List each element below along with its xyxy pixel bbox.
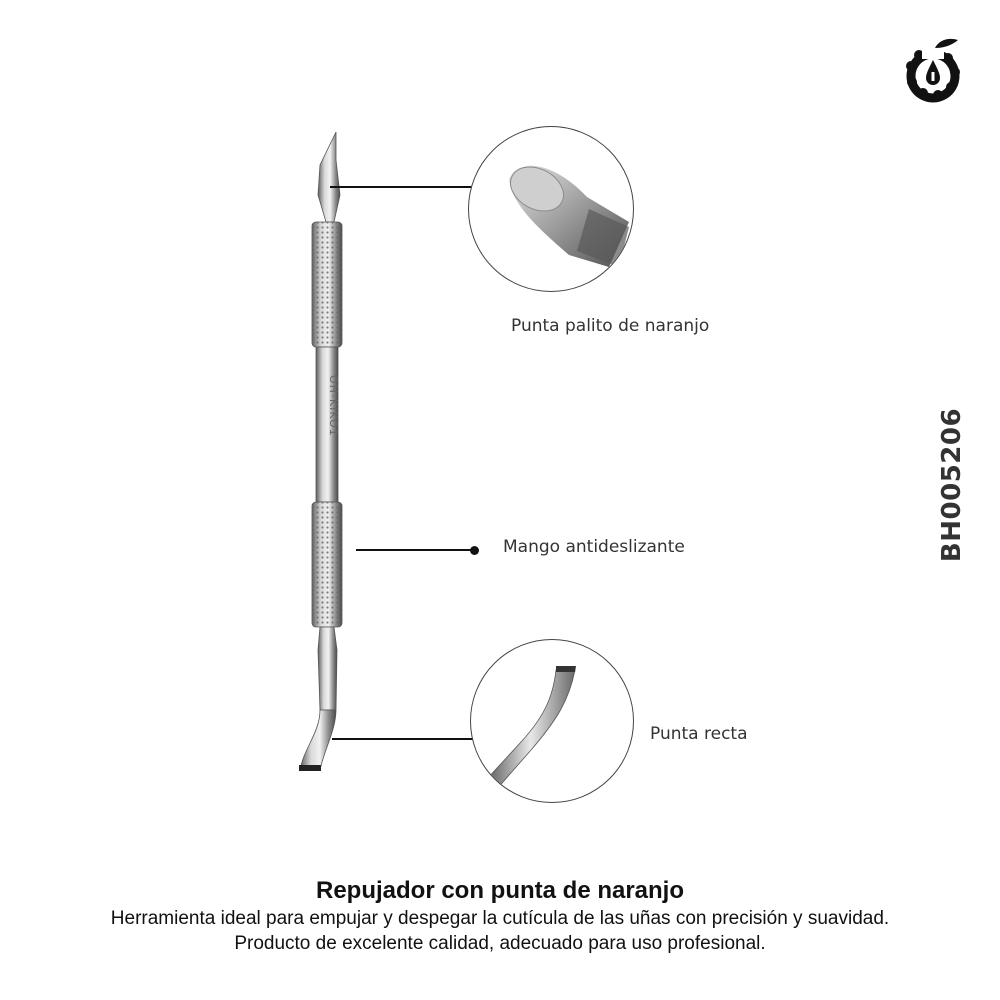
product-description-line-1: Herramienta ideal para empujar y despegar la cutícula de las uñas con precisión y suavidad.: [110, 908, 890, 929]
product-caption: [0, 876, 1000, 956]
zoom-straight-tip: [470, 639, 634, 803]
callout-dot-icon: [470, 546, 479, 555]
product-title: Repujador con punta de naranjo: [315, 877, 685, 904]
callout-label-top: Punta palito de naranjo: [511, 316, 710, 336]
callout-label-bottom: Punta recta: [650, 724, 748, 744]
callout-label-middle: Mango antideslizante: [503, 537, 685, 557]
product-code: BH005206: [937, 407, 967, 563]
callout-line-middle: [356, 549, 474, 551]
cuticle-pusher-tool: [280, 120, 380, 790]
tool-engraving: OH-KIKO1: [327, 375, 340, 437]
zoom-orange-stick-tip: [468, 126, 634, 292]
brand-logo-icon: [898, 34, 968, 108]
product-description-line-2: Producto de excelente calidad, adecuado para uso profesional.: [234, 933, 766, 954]
